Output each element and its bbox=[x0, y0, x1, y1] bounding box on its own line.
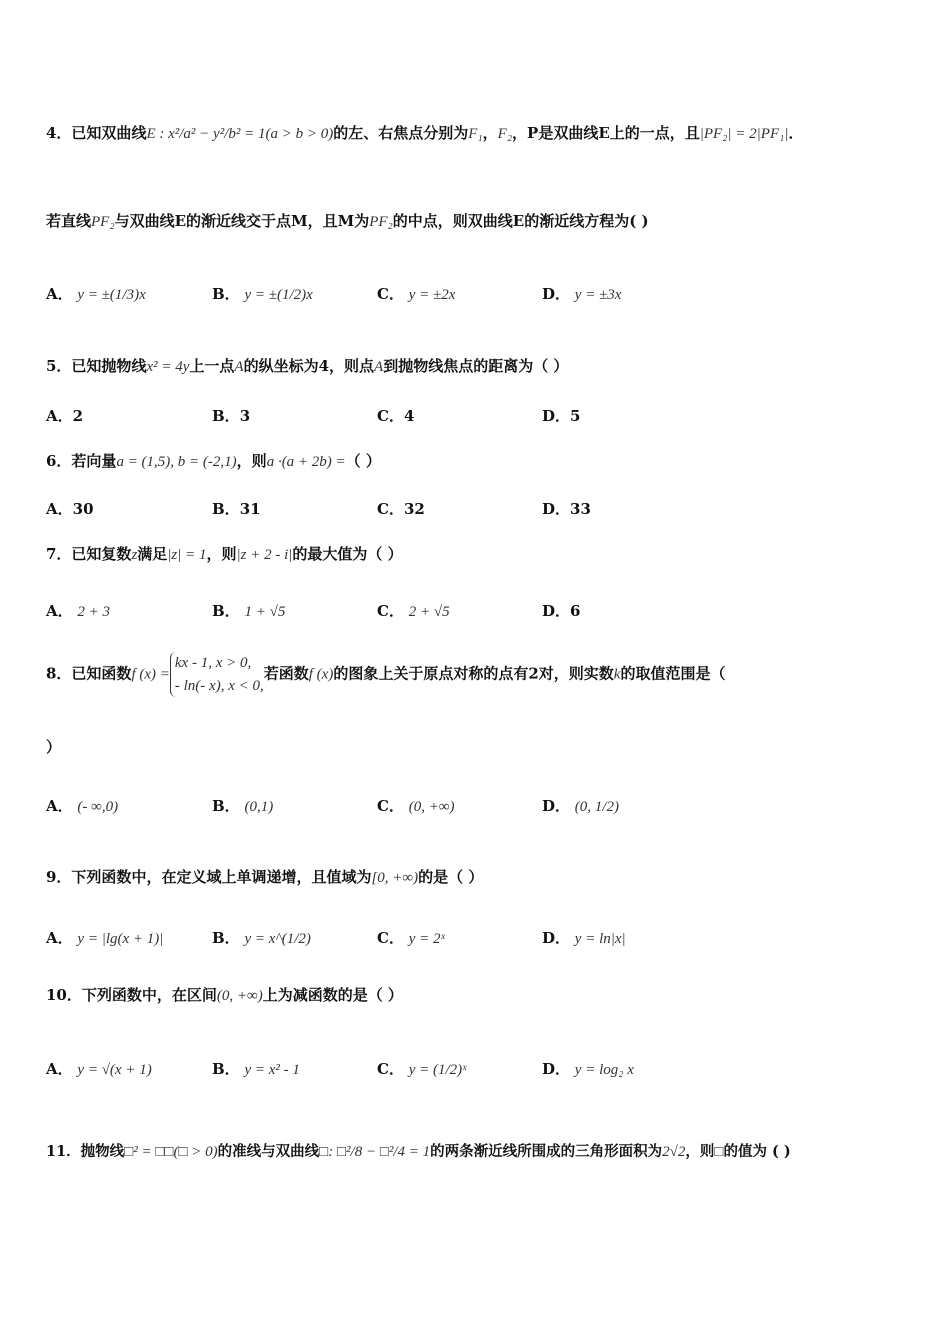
option-value: 5 bbox=[570, 407, 581, 425]
q4-f1: F₁ bbox=[468, 126, 483, 142]
option-label: B． bbox=[212, 500, 240, 518]
option-value: (0, 1/2) bbox=[574, 799, 619, 815]
q6-option-a[interactable] bbox=[46, 498, 94, 519]
option-label: A． bbox=[46, 929, 73, 947]
q5-option-b[interactable] bbox=[212, 405, 250, 426]
q7-mid1: 满足 bbox=[137, 545, 168, 563]
option-label: D． bbox=[542, 407, 571, 425]
q4-hyperbola-equation: E : x²/a² − y²/b² = 1(a > b > 0) bbox=[146, 126, 334, 142]
q4-option-a[interactable] bbox=[46, 283, 146, 304]
q5-prefix: 5．已知抛物线 bbox=[46, 357, 147, 375]
q8-case1: kx - 1, x > 0, bbox=[174, 655, 252, 671]
option-value: y = (1/2)ˣ bbox=[408, 1062, 467, 1078]
q11-area: 2√2 bbox=[662, 1144, 686, 1160]
option-value: 30 bbox=[72, 500, 94, 518]
option-label: A． bbox=[46, 1060, 73, 1078]
q4-option-b[interactable] bbox=[212, 283, 313, 304]
q4-f2: F₂ bbox=[497, 126, 513, 142]
q4-pf2-a: PF₂ bbox=[91, 214, 115, 230]
q8-fx2: f (x) bbox=[308, 666, 334, 683]
q4-mid2: ，P是双曲线E上的一点，且 bbox=[512, 124, 700, 142]
q7-mid2: ，则 bbox=[206, 545, 237, 563]
q4-end: ． bbox=[788, 124, 804, 142]
option-value: y = √(x + 1) bbox=[77, 1062, 152, 1078]
q7-condition: |z| = 1 bbox=[167, 547, 207, 563]
option-label: C． bbox=[377, 797, 404, 815]
q7-prefix: 7．已知复数 bbox=[46, 545, 132, 563]
option-label: C． bbox=[377, 500, 404, 518]
q10-prefix: 10．下列函数中，在区间 bbox=[46, 986, 217, 1004]
q7-end: 的最大值为（ ） bbox=[292, 545, 403, 563]
q8-line1 bbox=[46, 652, 725, 697]
option-label: A． bbox=[46, 407, 73, 425]
q4-line2a: 若直线 bbox=[46, 212, 92, 230]
option-label: B． bbox=[212, 929, 240, 947]
option-value: 2 bbox=[72, 407, 84, 425]
q4-line2c: 的中点，则双曲线E的渐近线方程为( ) bbox=[392, 212, 649, 230]
q10-interval: (0, +∞) bbox=[216, 988, 263, 1004]
q4-sep: ， bbox=[482, 124, 498, 142]
option-label: B． bbox=[212, 797, 240, 815]
q7-option-d[interactable] bbox=[542, 600, 580, 621]
option-label: B． bbox=[212, 407, 240, 425]
q4-option-d[interactable] bbox=[542, 283, 621, 304]
q10-line bbox=[46, 984, 403, 1005]
q10-option-b[interactable] bbox=[212, 1058, 300, 1079]
q11-hyperbola-equation: □: □²/8 − □²/4 = 1 bbox=[319, 1144, 431, 1160]
option-label: A． bbox=[46, 285, 73, 303]
option-value: y = ±2x bbox=[408, 287, 456, 303]
q7-z: z bbox=[131, 547, 138, 563]
option-label: B． bbox=[212, 602, 240, 620]
q5-line bbox=[46, 355, 568, 376]
option-value: y = log₂ x bbox=[574, 1062, 634, 1078]
q4-mid1: 的左、右焦点分别为 bbox=[333, 124, 469, 142]
q8-option-d[interactable] bbox=[542, 795, 619, 816]
option-label: C． bbox=[377, 285, 404, 303]
q8-piecewise bbox=[170, 652, 264, 697]
q7-option-b[interactable] bbox=[212, 600, 285, 621]
option-value: 33 bbox=[570, 500, 591, 518]
q6-expression: a ·(a + 2b) = bbox=[266, 454, 346, 470]
q8-k: k bbox=[613, 666, 621, 683]
q9-end: 的是（ ） bbox=[418, 868, 484, 886]
q10-end: 上为减函数的是（ ） bbox=[262, 986, 403, 1004]
q7-line bbox=[46, 543, 403, 564]
option-label: D． bbox=[542, 929, 571, 947]
q8-option-c[interactable] bbox=[377, 795, 455, 816]
q9-line bbox=[46, 866, 483, 887]
option-label: D． bbox=[542, 285, 571, 303]
q8-end: 的取值范围是（ bbox=[620, 664, 726, 683]
q6-end: （ ） bbox=[345, 452, 381, 470]
option-label: C． bbox=[377, 602, 404, 620]
option-value: 2 + 3 bbox=[77, 604, 111, 620]
q11-var: □ bbox=[714, 1144, 724, 1160]
q6-prefix: 6．若向量 bbox=[46, 452, 117, 470]
q9-option-b[interactable] bbox=[212, 927, 311, 948]
q8-fx: f (x) = bbox=[131, 666, 170, 683]
q4-line1 bbox=[46, 122, 803, 143]
q8-mid1: 若函数 bbox=[263, 664, 309, 683]
q5-mid1: 上一点 bbox=[189, 357, 235, 375]
q7-option-c[interactable] bbox=[377, 600, 450, 621]
q8-option-b[interactable] bbox=[212, 795, 273, 816]
q6-mid: ，则 bbox=[236, 452, 267, 470]
q11-mid3: ，则 bbox=[685, 1143, 715, 1160]
option-value: (0,1) bbox=[244, 799, 274, 815]
q8-mid2: 的图象上关于原点对称的点有2对，则实数 bbox=[333, 664, 614, 683]
option-value: y = x^(1/2) bbox=[244, 931, 311, 947]
q10-option-c[interactable] bbox=[377, 1058, 466, 1079]
option-label: D． bbox=[542, 797, 571, 815]
q5-parabola-equation: x² = 4y bbox=[146, 359, 190, 375]
q11-end: 的值为 ( ) bbox=[723, 1143, 791, 1160]
option-label: C． bbox=[377, 407, 404, 425]
option-value: 4 bbox=[403, 407, 415, 425]
option-value: 31 bbox=[239, 500, 261, 518]
option-value: y = 2ˣ bbox=[408, 931, 445, 947]
q8-line2 bbox=[46, 736, 61, 757]
option-value: (- ∞,0) bbox=[77, 799, 119, 815]
option-label: D． bbox=[542, 602, 571, 620]
option-value: y = |lg(x + 1)| bbox=[77, 931, 164, 947]
q7-expression: |z + 2 - i| bbox=[236, 547, 293, 563]
q10-option-d[interactable] bbox=[542, 1058, 634, 1079]
q8-case2: - ln(- x), x < 0, bbox=[174, 677, 264, 694]
option-label: C． bbox=[377, 929, 404, 947]
q9-option-d[interactable] bbox=[542, 927, 626, 948]
q11-mid2: 的两条渐近线所围成的三角形面积为 bbox=[430, 1143, 663, 1160]
q9-option-a[interactable] bbox=[46, 927, 163, 948]
q5-option-a[interactable] bbox=[46, 405, 83, 426]
option-value: y = ±3x bbox=[574, 287, 622, 303]
option-value: y = x² - 1 bbox=[244, 1062, 300, 1078]
q5-point-a: A bbox=[234, 359, 244, 375]
q10-option-a[interactable] bbox=[46, 1058, 152, 1079]
q4-line2b: 与双曲线E的渐近线交于点M，且M为 bbox=[114, 212, 370, 230]
q6-option-c[interactable] bbox=[377, 498, 425, 519]
q8-prefix: 8．已知函数 bbox=[46, 664, 132, 683]
q7-option-a[interactable] bbox=[46, 600, 110, 621]
option-value: 2 + √5 bbox=[408, 604, 450, 620]
q9-range: [0, +∞) bbox=[371, 870, 419, 886]
q5-option-c[interactable] bbox=[377, 405, 414, 426]
option-label: B． bbox=[212, 285, 240, 303]
option-label: D． bbox=[542, 500, 571, 518]
q6-option-d[interactable] bbox=[542, 498, 591, 519]
q5-mid2: 的纵坐标为4，则点 bbox=[243, 357, 375, 375]
option-label: A． bbox=[46, 797, 73, 815]
option-value: 32 bbox=[403, 500, 425, 518]
option-value: 1 + √5 bbox=[244, 604, 286, 620]
option-value: 6 bbox=[570, 602, 581, 620]
q11-mid1: 的准线与双曲线 bbox=[217, 1143, 320, 1160]
option-label: A． bbox=[46, 500, 73, 518]
q4-prefix: 4．已知双曲线 bbox=[46, 124, 147, 142]
option-value: y = ±(1/2)x bbox=[244, 287, 313, 303]
q4-pf2-b: PF₂ bbox=[369, 214, 393, 230]
option-value: y = ±(1/3)x bbox=[77, 287, 146, 303]
q6-line bbox=[46, 450, 381, 471]
q4-line2 bbox=[46, 210, 649, 231]
q4-condition: |PF₂| = 2|PF₁| bbox=[699, 126, 789, 142]
q9-prefix: 9．下列函数中，在定义域上单调递增，且值域为 bbox=[46, 868, 372, 886]
option-value: (0, +∞) bbox=[408, 799, 455, 815]
q8-option-a[interactable] bbox=[46, 795, 118, 816]
option-label: C． bbox=[377, 1060, 404, 1078]
q11-line bbox=[46, 1140, 791, 1161]
q5-option-d[interactable] bbox=[542, 405, 580, 426]
option-label: D． bbox=[542, 1060, 571, 1078]
q6-vectors: a = (1,5), b = (-2,1) bbox=[116, 454, 237, 470]
q11-prefix: 11．抛物线 bbox=[46, 1143, 125, 1160]
option-label: B． bbox=[212, 1060, 240, 1078]
option-value: y = ln|x| bbox=[574, 931, 626, 947]
q4-option-c[interactable] bbox=[377, 283, 455, 304]
q11-parabola-equation: □² = □□(□ > 0) bbox=[124, 1144, 218, 1160]
q8-close: ） bbox=[46, 738, 62, 756]
option-label: A． bbox=[46, 602, 73, 620]
option-value: 3 bbox=[239, 407, 251, 425]
q6-option-b[interactable] bbox=[212, 498, 261, 519]
q5-end: 到抛物线焦点的距离为（ ） bbox=[383, 357, 569, 375]
q5-point-a-2: A bbox=[374, 359, 384, 375]
q9-option-c[interactable] bbox=[377, 927, 445, 948]
